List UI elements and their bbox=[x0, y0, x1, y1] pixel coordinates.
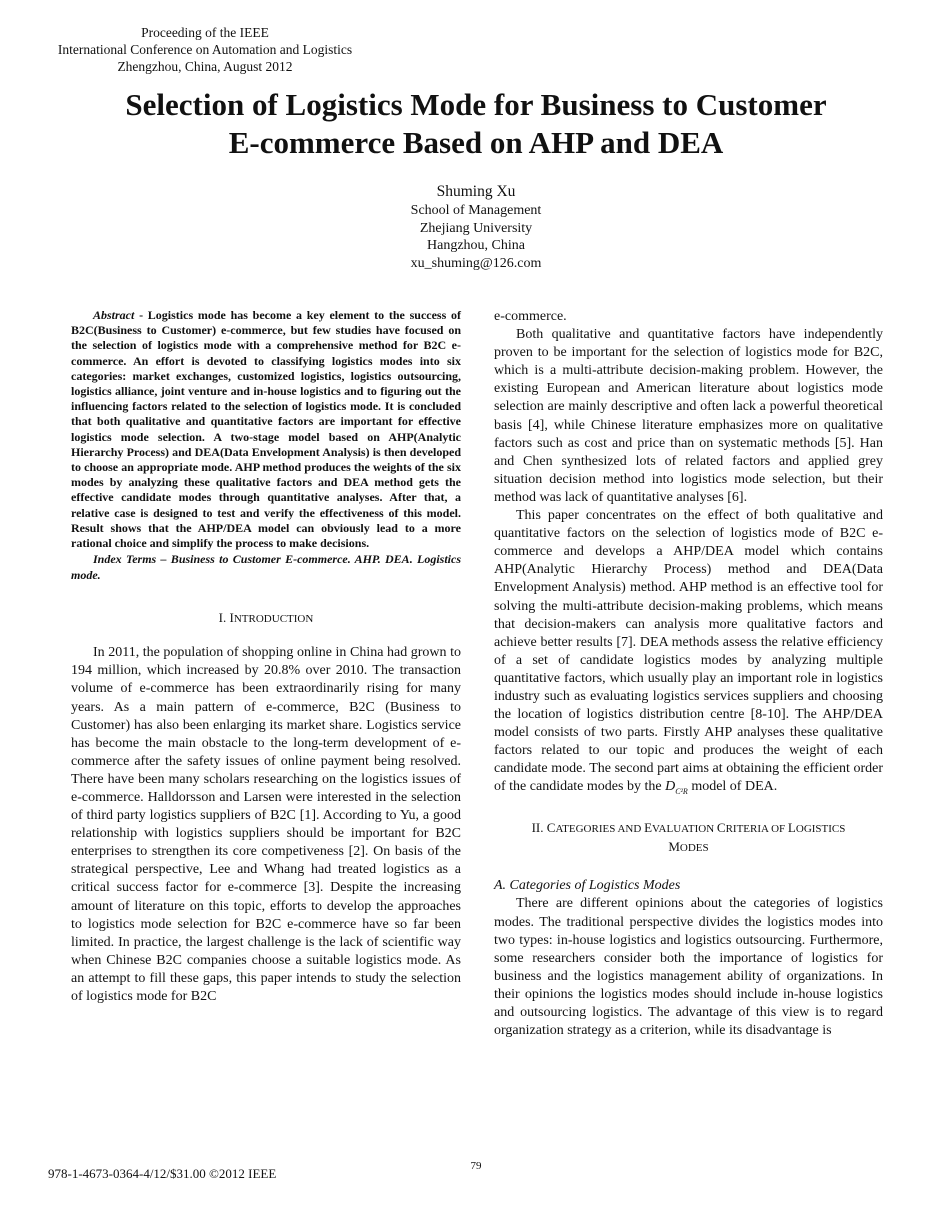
section-2-cap-5: M bbox=[668, 839, 680, 855]
paragraph-approach-end: model of DEA. bbox=[687, 779, 778, 795]
conference-line-3: Zhengzhou, China, August 2012 bbox=[117, 59, 293, 74]
title-line-2: E-commerce Based on AHP and DEA bbox=[228, 125, 724, 160]
conference-header bbox=[30, 24, 380, 75]
page-number: 79 bbox=[470, 1160, 482, 1172]
introduction-paragraph: In 2011, the population of shopping online in China had grown to 194 million, which increased by 20.8% over 2010. The transaction volume of e-commerce has been extraordinarily rising for many years. As a main pattern of e-commerce, B2C (Business to Customer) has also been enlarging its market share. Logistics service has become the main obstacle to the long-term development of e-commerce after the safety issues of online payment being resolved. There have been many scholars researching on the logistics issues of e-commerce. Halldorsson and Larsen were interested in the selection of third party logistics suppliers of B2C [1]. According to Yu, a good relationship with logistics suppliers should be important for B2C enterprises to strengthen its core competiveness [2]. On basis of the strategical perspective, Lee and Whang had treated logistics as a critical success factor for e-commerce [3]. Despite the increasing amount of literature on this topic, efforts to develop the approaches to logistics mode selection for B2C e-commerce have so far been limited. In practice, the largest challenge is the lack of scientific way when Chinese B2C companies choose a suitable logistics mode. As an attempt to fill these gaps, this paper intends to study the selection of logistics mode for B2C bbox=[71, 645, 461, 1005]
section-1-rest: NTRODUCTION bbox=[233, 613, 314, 626]
author-department: School of Management bbox=[410, 203, 542, 218]
index-terms: Index Terms – Business to Customer E-commerce. AHP. DEA. Logistics mode. bbox=[71, 552, 461, 583]
section-2-word-3: RITERIA OF bbox=[725, 823, 788, 836]
paragraph-factors: Both qualitative and quantitative factors have independently proven to be important for the selection of logistics mode for B2C, which is a multi-attribute decision-making problem. However, the existing European and American literature about logistics mode selection are mainly descriptive and often lack a powerful theoretical basis [4], while Chinese literature emphasizes more on qualitative factors such as cost and price than on systematic methods [5]. Han and Chen synthesized lots of related factors and applied grey situation decision method into logistics mode selection, but their method was lack of quantitative analyses [6]. bbox=[494, 327, 883, 505]
paper-title bbox=[40, 86, 912, 162]
section-1-initial: I bbox=[229, 610, 234, 626]
section-2-word-4: OGISTICS bbox=[795, 823, 846, 836]
section-2-cap-1: C bbox=[546, 820, 556, 836]
author-city: Hangzhou, China bbox=[427, 238, 525, 253]
section-2-word-2: VALUATION bbox=[652, 823, 717, 836]
abstract bbox=[71, 308, 461, 551]
footer-isbn: 978-1-4673-0364-4/12/$31.00 ©2012 IEEE bbox=[48, 1166, 277, 1181]
section-2-number: II. bbox=[531, 820, 544, 836]
dea-model-symbol bbox=[665, 779, 688, 797]
dea-symbol-subscript: C²R bbox=[675, 787, 688, 797]
section-heading-introduction bbox=[71, 609, 461, 628]
conference-line-1: Proceeding of the IEEE bbox=[141, 25, 269, 40]
author-email: xu_shuming@126.com bbox=[410, 255, 542, 271]
subsection-a-title: A. Categories of Logistics Modes bbox=[494, 878, 681, 894]
title-line-1: Selection of Logistics Mode for Business to Customer bbox=[125, 87, 827, 122]
section-1-number: I. bbox=[218, 610, 227, 626]
section-2-word-1: ATEGORIES AND bbox=[555, 823, 645, 836]
right-column bbox=[494, 308, 883, 1040]
dea-symbol-base: D bbox=[665, 779, 676, 795]
section-heading-categories bbox=[494, 819, 883, 857]
continued-text: e-commerce. bbox=[494, 309, 567, 324]
author-name: Shuming Xu bbox=[436, 183, 516, 200]
section-2-cap-2: E bbox=[644, 820, 653, 836]
author-university: Zhejiang University bbox=[419, 220, 533, 236]
left-column bbox=[71, 308, 461, 1006]
abstract-text: - Logistics mode has become a key element to the success of B2C(Business to Customer) e-commerce, but few studies have focused on the selection of logistics mode with a comprehensive method for B2C e-commerce. An effort is devoted to classifying logistics modes into six categories: market exchanges, customized logistics, logistics outsourcing, logistics alliance, joint venture and in-house logistics and to figuring out the influencing factors related to the selection of logistics mode. It is concluded that both qualitative and quantitative factors are important for effective logistics mode selection. A two-stage model based on AHP(Analytic Hierarchy Process) and DEA(Data Envelopment Analysis) is then developed to choose an appropriate mode. AHP method produces the weights of the six modes by analyzing these qualitative factors and DEA method gets the effective candidate modes through quantitative analyses. After that, a relative case is designed to test and verify the effectiveness of this model. Result shows that the AHP/DEA model can obviously lead to a more rational choice and simplify the process to make decisions. bbox=[71, 308, 461, 551]
paragraph-approach-text: This paper concentrates on the effect of both qualitative and quantitative factors on the selection of logistics mode of B2C e-commerce and develops a AHP/DEA model which contains AHP(Analytic Hierarchy Process) method and DEA(Data Envelopment Analysis) method. AHP method is an effective tool for solving the multi-attribute decision-making problems, which means that decision-makers can analysis more qualitative factors and achieve better results [7]. DEA methods assess the relative efficiency of a set of candidate logistics modes by analyzing multiple quantitative factors, which usually play an important role in logistics industry such as evaluating logistics services suppliers and choosing the location of logistics distribution centre [8-10]. The AHP/DEA model consists of two parts. Firstly AHP analyses these qualitative factors related to our topic and produces the weight of each candidate mode. The second part aims at obtaining the efficient order of the candidate modes by the bbox=[494, 508, 883, 795]
section-2-cap-4: L bbox=[787, 820, 796, 836]
conference-line-2: International Conference on Automation and Logistics bbox=[57, 42, 353, 57]
paragraph-approach bbox=[494, 507, 883, 801]
section-2-cap-3: C bbox=[716, 820, 726, 836]
abstract-lead: Abstract bbox=[93, 308, 135, 322]
section-2-word-5: ODES bbox=[679, 842, 709, 855]
subsection-a-paragraph: There are different opinions about the categories of logistics modes. The traditional perspective divides the logistics modes into two types: in-house logistics and logistics outsourcing. Furthermore, some researchers consider both the importance of logistics for business and the logistics management ability of organizations. In their opinions the logistics modes should include in-house logistics and outsourcing logistics. The advantage of this view is to regard organization strategy as a criterion, while its disadvantage is bbox=[494, 896, 883, 1039]
author-block bbox=[300, 181, 652, 272]
